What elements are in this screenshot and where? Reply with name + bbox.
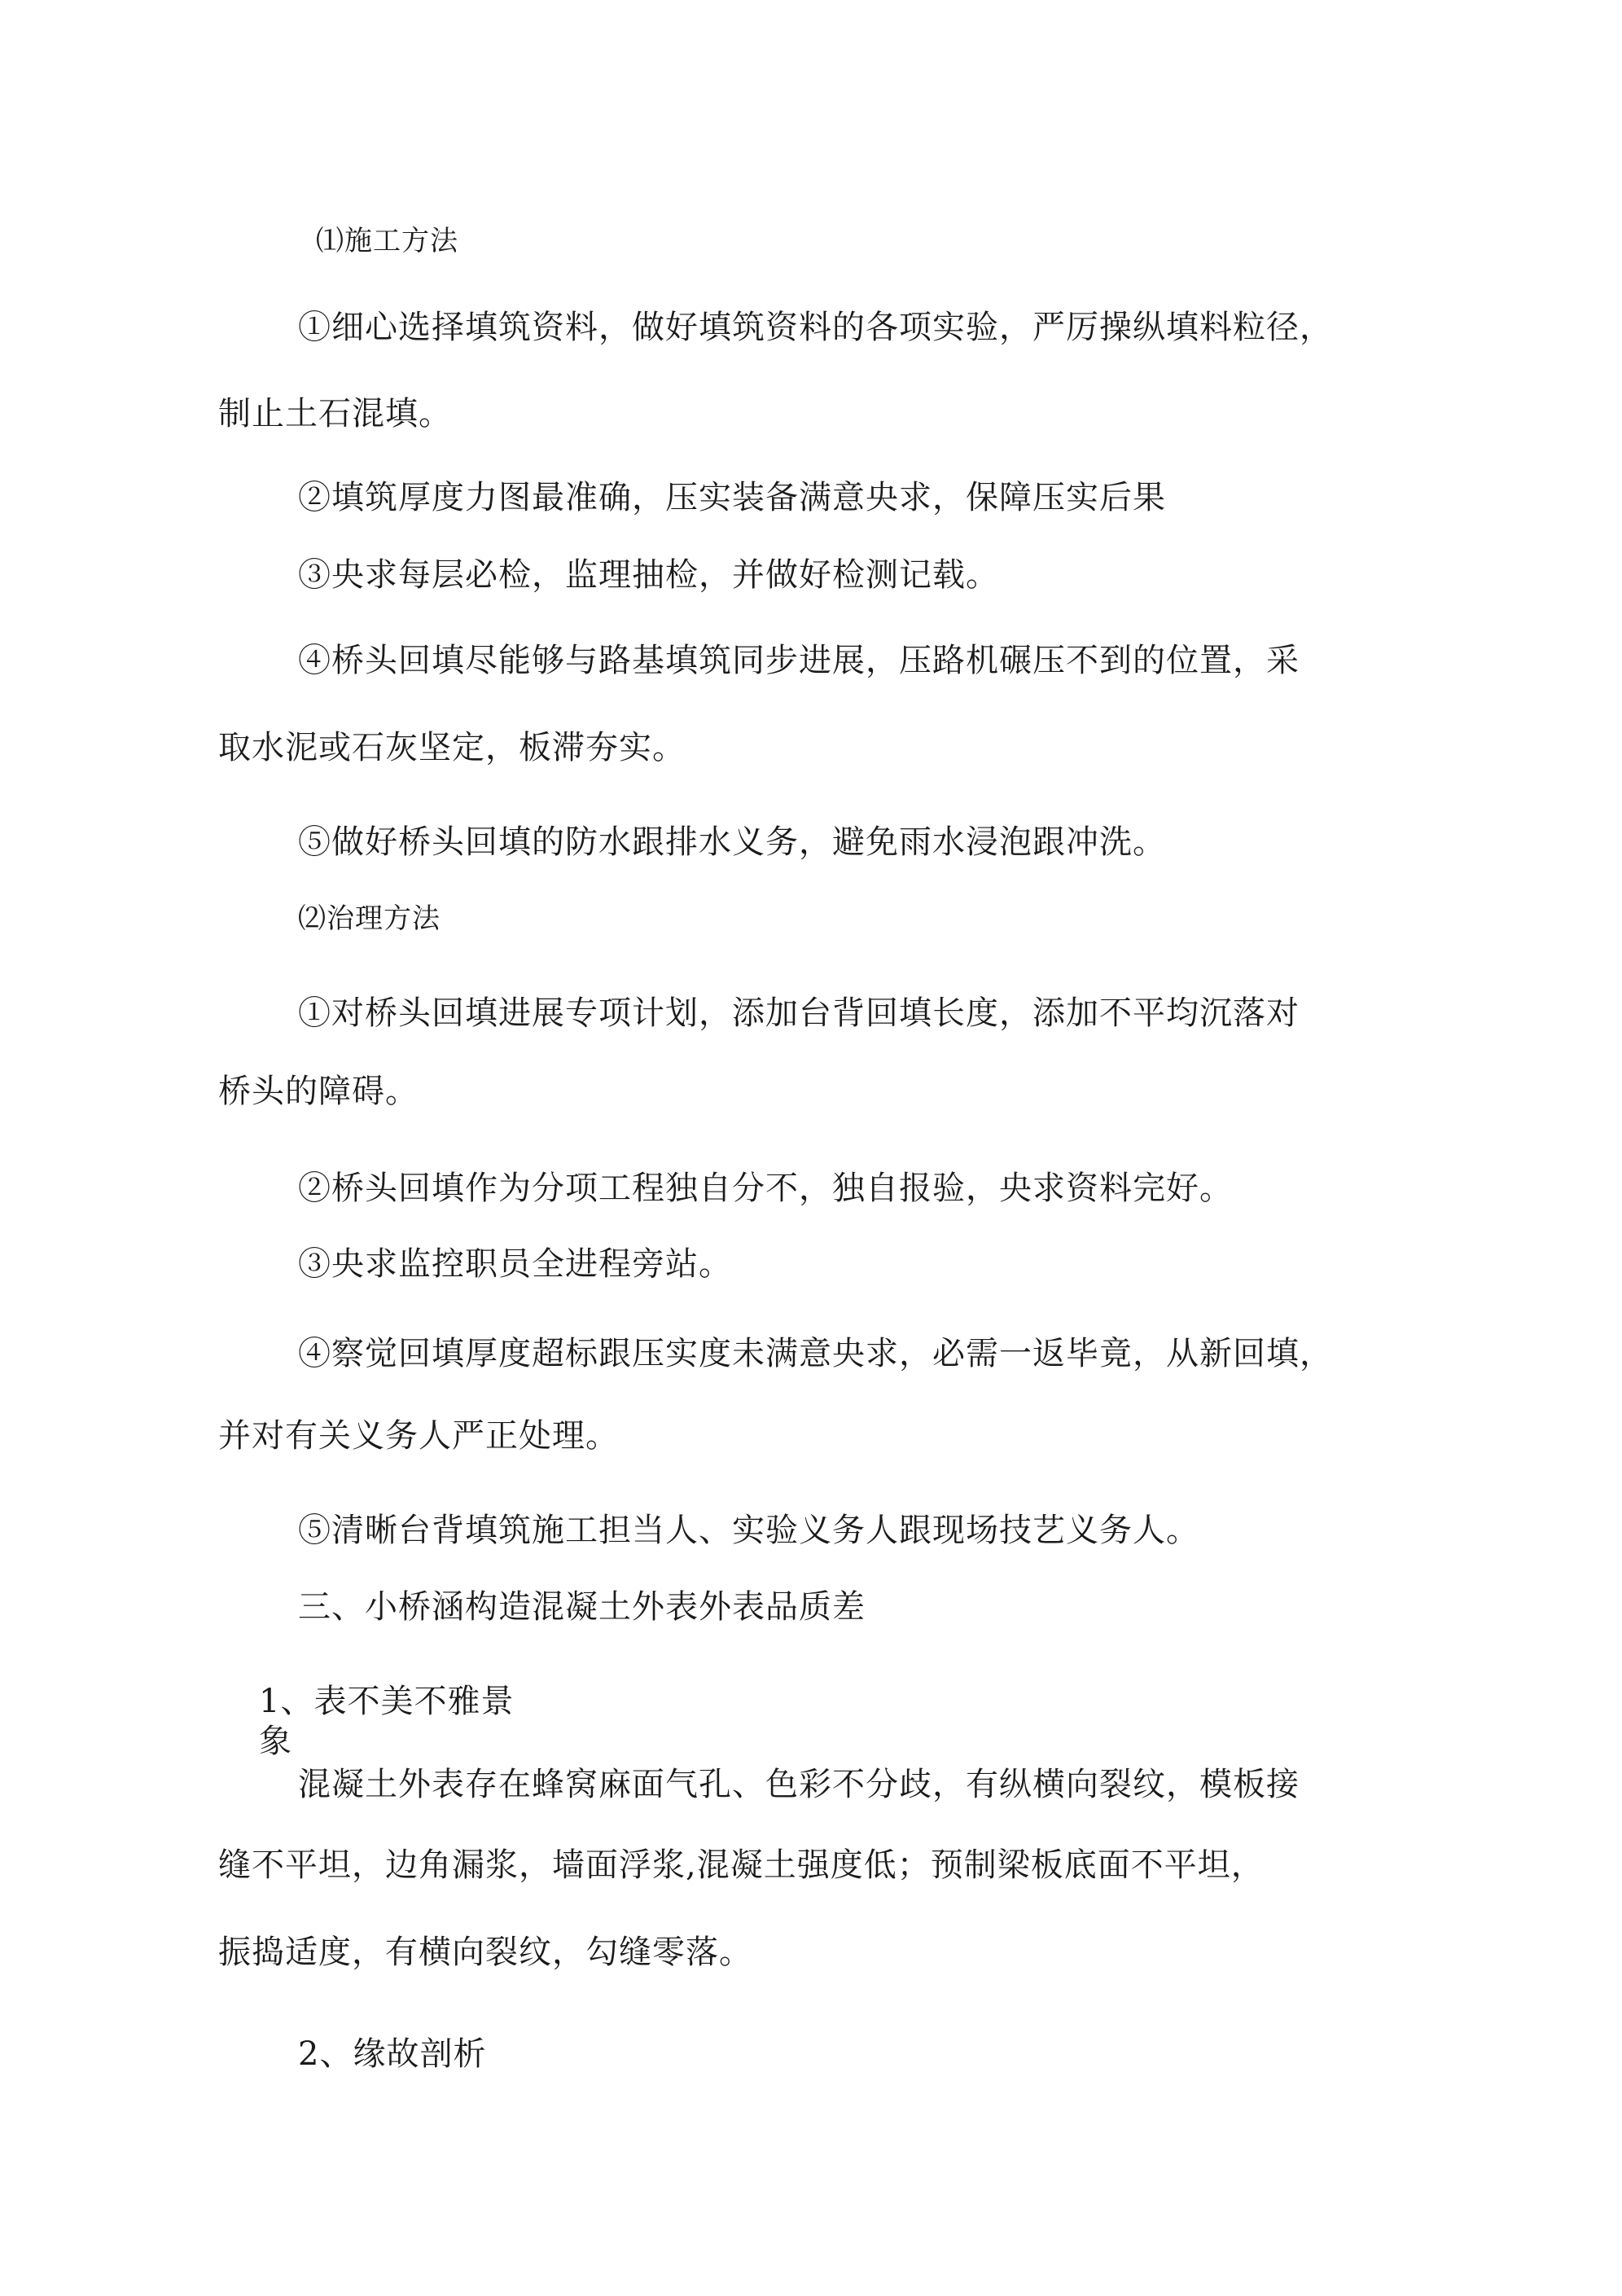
paragraph-line: ⑤做好桥头回填的防水跟排水义务，避免雨水浸泡跟冲洗。 [298, 823, 1166, 861]
subsection-heading-wrap: 象 [259, 1723, 292, 1760]
paragraph-line: 并对有关义务人严正处理。 [218, 1417, 619, 1455]
section-heading: 三、小桥涵构造混凝土外表外表品质差 [298, 1588, 866, 1626]
paragraph-line: ④察觉回填厚度超标跟压实度未满意央求，必需一返毕竟，从新回填， [298, 1335, 1333, 1372]
paragraph-line: 缝不平坦，边角漏浆，墙面浮浆,混凝土强度低；预制梁板底面不平坦， [218, 1846, 1265, 1884]
paragraph-line: 取水泥或石灰坚定，板滞夯实。 [218, 729, 686, 766]
subsection-heading: 2、缘故剖析 [298, 2035, 487, 2073]
paragraph-line: ④桥头回填尽能够与路基填筑同步进展，压路机碾压不到的位置，采 [298, 642, 1300, 679]
paragraph-line: 振捣适度，有横向裂纹，勾缝零落。 [218, 1934, 752, 1971]
paragraph-line: ①对桥头回填进展专项计划，添加台背回填长度，添加不平均沉落对 [298, 994, 1300, 1032]
paragraph-line: ②填筑厚度力图最准确，压实装备满意央求，保障压实后果 [298, 479, 1166, 516]
paragraph-line: 桥头的障碍。 [218, 1073, 419, 1110]
paragraph-line: ③央求监控职员全进程旁站。 [298, 1245, 732, 1283]
paragraph-line: ⑤清晰台背填筑施工担当人、实验义务人跟现场技艺义务人。 [298, 1512, 1199, 1549]
paragraph-line: 制止土石混填。 [218, 395, 452, 432]
paragraph-line: ②桥头回填作为分项工程独自分不，独自报验，央求资料完好。 [298, 1170, 1233, 1207]
paragraph-line: ①细心选择填筑资料，做好填筑资料的各项实验，严厉操纵填料粒径， [298, 309, 1333, 346]
subheading-treatment-method: ⑵治理方法 [298, 902, 441, 935]
subheading-construction-method: ⑴施工方法 [316, 225, 458, 257]
paragraph-line: 混凝土外表存在蜂窝麻面气孔、色彩不分歧，有纵横向裂纹，模板接 [298, 1766, 1300, 1803]
subsection-heading: 1、表不美不雅景 [259, 1683, 515, 1720]
paragraph-line: ③央求每层必检，监理抽检，并做好检测记载。 [298, 556, 999, 594]
